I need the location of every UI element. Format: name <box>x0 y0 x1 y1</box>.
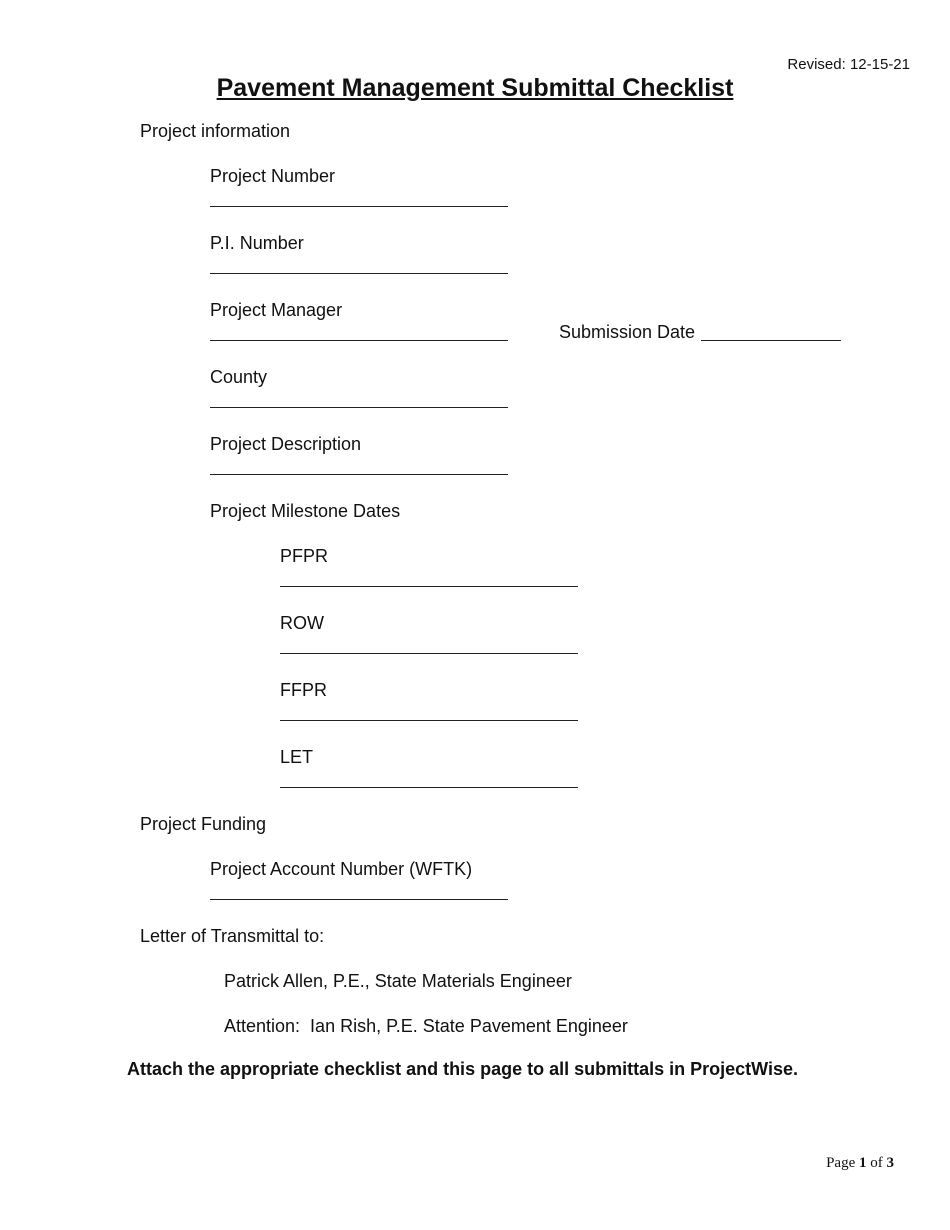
ffpr-label: FFPR <box>280 680 327 700</box>
page-number <box>826 1155 894 1172</box>
submission-date-label: Submission Date <box>559 322 696 342</box>
transmittal-attention: Attention: Ian Rish, P.E. State Pavement Engineer <box>224 1016 628 1036</box>
section-project-funding: Project Funding <box>140 814 267 834</box>
revised-date: Revised: 12-15-21 <box>787 56 910 73</box>
submission-date-field[interactable] <box>701 340 841 341</box>
page-word: Page <box>826 1155 856 1171</box>
pfpr-label: PFPR <box>280 546 329 566</box>
section-letter-of-transmittal: Letter of Transmittal to: <box>140 926 325 946</box>
row-field[interactable] <box>280 653 578 654</box>
county-label: County <box>210 367 268 387</box>
transmittal-recipient: Patrick Allen, P.E., State Materials Engineer <box>224 971 572 991</box>
ffpr-field[interactable] <box>280 720 578 721</box>
submission-date <box>559 322 841 343</box>
submittal-instruction: Attach the appropriate checklist and this page to all submittals in ProjectWise. <box>127 1059 798 1079</box>
page-current: 1 <box>859 1155 867 1171</box>
project-description-label: Project Description <box>210 434 362 454</box>
row-label: ROW <box>280 613 324 633</box>
account-number-field[interactable] <box>210 899 508 900</box>
page-total: 3 <box>886 1155 894 1171</box>
project-manager-label: Project Manager <box>210 300 343 320</box>
project-number-label: Project Number <box>210 166 336 186</box>
pfpr-field[interactable] <box>280 586 578 587</box>
page-of: of <box>870 1155 883 1171</box>
county-field[interactable] <box>210 407 508 408</box>
section-project-information: Project information <box>140 121 291 141</box>
let-field[interactable] <box>280 787 578 788</box>
account-number-label: Project Account Number (WFTK) <box>210 859 473 879</box>
page-title: Pavement Management Submittal Checklist <box>216 74 734 102</box>
pi-number-label: P.I. Number <box>210 233 304 253</box>
project-manager-field[interactable] <box>210 340 508 341</box>
pi-number-field[interactable] <box>210 273 508 274</box>
project-description-field[interactable] <box>210 474 508 475</box>
let-label: LET <box>280 747 314 767</box>
milestone-dates-heading: Project Milestone Dates <box>210 501 401 521</box>
project-number-field[interactable] <box>210 206 508 207</box>
